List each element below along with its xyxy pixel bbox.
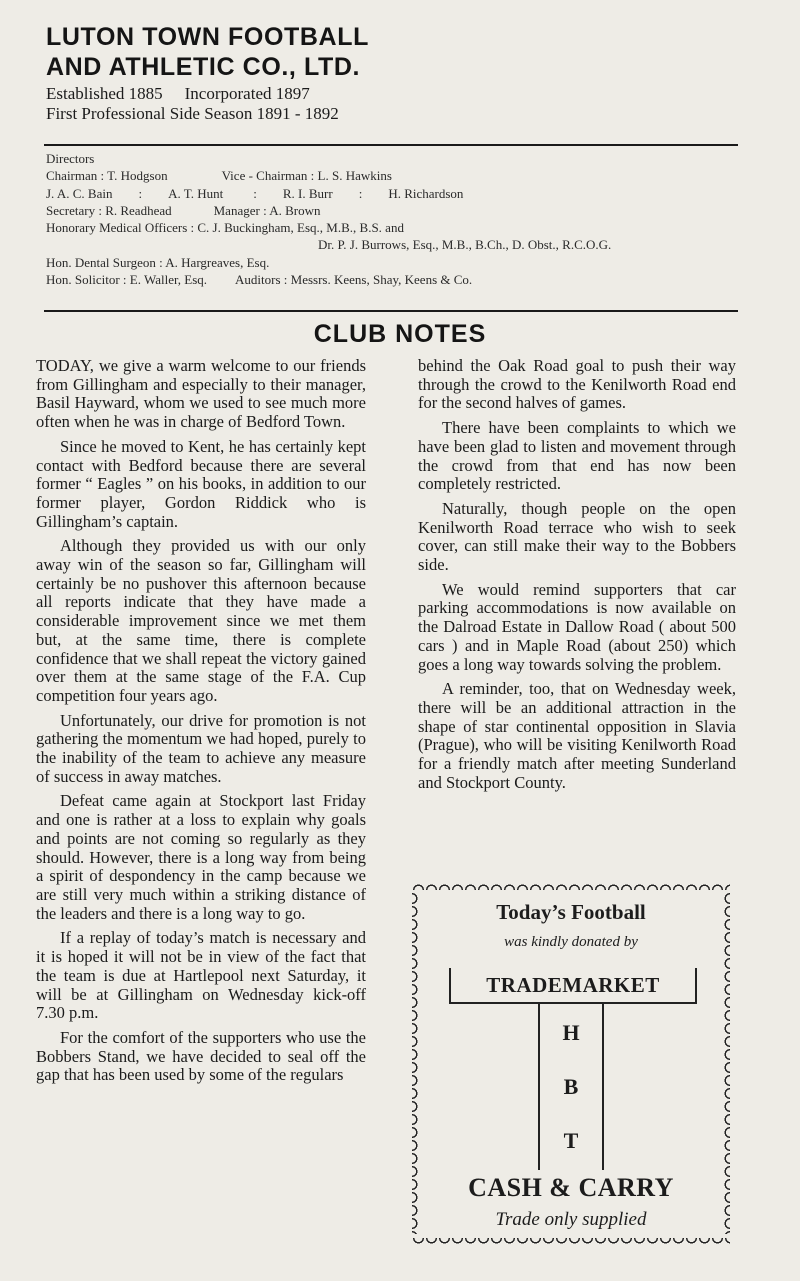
solicitor: Hon. Solicitor : E. Waller, Esq. <box>46 272 208 288</box>
incorporated-year: Incorporated 1897 <box>184 84 310 103</box>
established-year: Established 1885 <box>46 84 163 103</box>
club-name-line1: LUTON TOWN FOOTBALL <box>46 23 369 51</box>
established-line <box>46 84 746 104</box>
paragraph: There have been complaints to which we have been glad to listen and movement through the crowd from that end has now been completely restricted. <box>418 418 736 494</box>
director-hunt: A. T. Hunt <box>168 185 224 201</box>
trade-only: Trade only supplied <box>495 1209 647 1230</box>
sponsor-advert <box>412 878 730 1250</box>
notes-left-column <box>36 357 366 1091</box>
paragraph: If a replay of today’s match is necessary and it is hoped it will not be in view of the fact that the team is due at Hartlepool next Saturday, it will be at Gillingham on Wednesday kick-off 7.30 p.m. <box>36 928 366 1023</box>
directors-heading: Directors <box>46 151 95 166</box>
paragraph: We would remind supporters that car parking accommodations is now available on the Dalroad Estate in Dallow Road ( about 500 cars ) and in Maple Road (about 250) which goes a long way towards solving the problem. <box>418 579 736 674</box>
paragraph: Defeat came again at Stockport last Friday and one is rather at a loss to explain why goals and points are not coming so regularly as they should. However, there is a long way from being a spirit of despondency in the camp because we are still very much within a striking distance of the leaders and there is a long way to go. <box>36 791 366 923</box>
medical-row-1: Honorary Medical Officers : C. J. Buckingham, Esq., M.B., B.S. and <box>46 220 404 236</box>
separator: : <box>253 185 257 201</box>
club-notes-title: CLUB NOTES <box>313 320 487 348</box>
paragraph: behind the Oak Road goal to push their way through the crowd to the Kenilworth Road end for the second halves of games. <box>418 356 736 413</box>
directors-row <box>46 185 746 202</box>
ad-title: Today’s Football <box>496 900 646 924</box>
separator: : <box>358 185 363 201</box>
company-name: TRADEMARKET <box>449 968 697 1004</box>
paragraph: Since he moved to Kent, he has certainly kept contact with Bedford because there are several former “ Eagles ” on his books, in addition to our former player, Gordon Riddick who is Gillingham’s captain. <box>36 436 366 531</box>
header-rule <box>44 144 738 146</box>
solicitor-row <box>46 271 746 288</box>
ornament-border-top <box>412 878 730 892</box>
paragraph: A reminder, too, that on Wednesday week, there will be an additional attraction in the shape of star continental opposition in Slavia (Prague), who will be visiting Kenilworth Road for a friendly match after meeting Sunderland and Stockport County. <box>418 679 736 792</box>
ornament-border-bottom <box>412 1236 730 1250</box>
chairman: Chairman : T. Hodgson <box>46 168 168 184</box>
director-burr: R. I. Burr <box>282 185 333 201</box>
club-header <box>46 22 746 124</box>
medical-row-2: Dr. P. J. Burrows, Esq., M.B., B.Ch., D. Obst., R.C.O.G. <box>318 237 612 253</box>
company-monogram <box>538 1002 604 1170</box>
first-professional-line: First Professional Side Season 1891 - 1892 <box>46 104 339 123</box>
paragraph: Although they provided us with our only away win of the season so far, Gillingham will certainly be no pushover this afternoon because all reports indicate that they have made a considerable improvement since we met them but, at the same time, there is complete confidence that we shall repeat the victory gained over them at the same stage of the F.A. Cup competition four years ago. <box>36 536 366 705</box>
paragraph: Naturally, though people on the open Kenilworth Road terrace who wish to seek cover, can still make their way to the Bobbers side. <box>418 498 736 575</box>
director-bain: J. A. C. Bain <box>46 185 113 201</box>
monogram-letter: H <box>562 1020 580 1045</box>
directors-rule <box>44 310 738 312</box>
cash-and-carry: CASH & CARRY <box>468 1173 674 1202</box>
ad-subtitle: was kindly donated by <box>504 934 638 950</box>
notes-right-column <box>418 357 736 798</box>
dental-row: Hon. Dental Surgeon : A. Hargreaves, Esq. <box>46 254 270 270</box>
auditors: Auditors : Messrs. Keens, Shay, Keens & Co. <box>235 272 473 288</box>
secretary-row <box>46 202 746 219</box>
paragraph: TODAY, we give a warm welcome to our friends from Gillingham and especially to their manager, Basil Hayward, whom we used to see much more often when he was in charge of Bedford Town. <box>36 356 366 432</box>
chairman-row <box>46 167 746 184</box>
club-name-line2: AND ATHLETIC CO., LTD. <box>46 53 361 81</box>
directors-block <box>46 150 746 288</box>
monogram-letter: B <box>563 1074 579 1099</box>
manager: Manager : A. Brown <box>213 202 321 218</box>
secretary: Secretary : R. Readhead <box>46 202 172 218</box>
director-richardson: H. Richardson <box>388 185 464 201</box>
separator: : <box>138 185 143 201</box>
paragraph: For the comfort of the supporters who use the Bobbers Stand, we have decided to seal off the gap that has been used by some of the regulars <box>36 1027 366 1085</box>
paragraph: Unfortunately, our drive for promotion is not gathering the momentum we had hoped, purely to the inability of the team to achieve any measure of success in away matches. <box>36 710 366 786</box>
vice-chairman: Vice - Chairman : L. S. Hawkins <box>221 168 392 184</box>
monogram-letter: T <box>563 1128 579 1153</box>
